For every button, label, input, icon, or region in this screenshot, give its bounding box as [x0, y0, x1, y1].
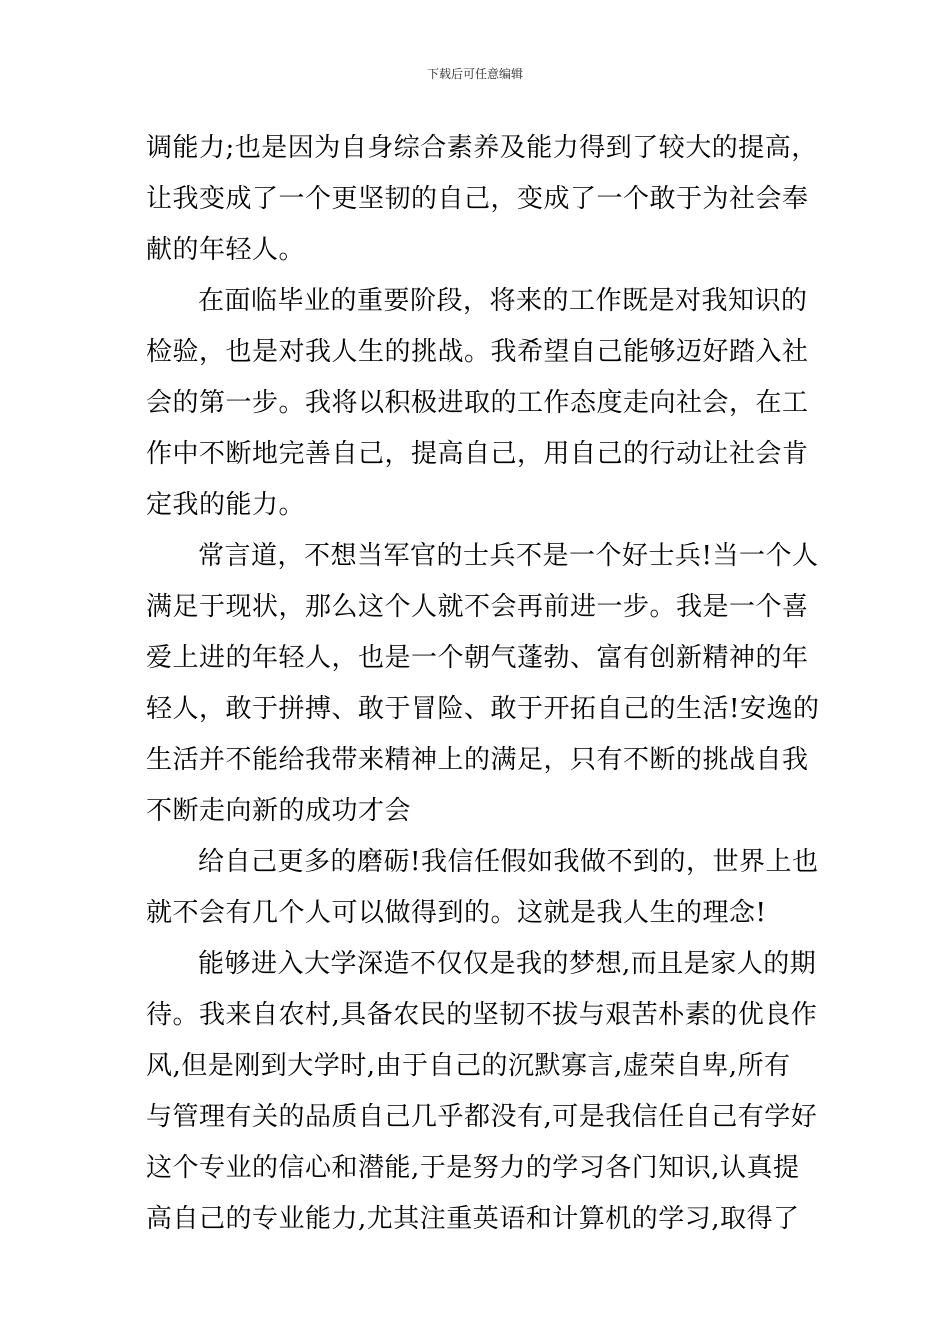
- paragraph-first-line: 给自己更多的磨砺!我信任假如我做不到的，世界上也: [198, 847, 819, 877]
- paragraph-first-line: 常言道，不想当军官的士兵不是一个好士兵!当一个人: [198, 541, 819, 571]
- body-text: [146, 123, 820, 1245]
- text-line: 待。我来自农村,具备农民的坚韧不拔与艰苦朴素的优良作: [146, 1000, 818, 1030]
- text-line: 满足于现状，那么这个人就不会再前进一步。我是一个喜: [146, 592, 809, 622]
- text-line: 与管理有关的品质自己几乎都没有,可是我信任自己有学好: [146, 1102, 818, 1132]
- text-line: 调能力;也是因为自身综合素养及能力得到了较大的提高，: [146, 133, 818, 163]
- text-line: 献的年轻人。: [146, 235, 306, 265]
- text-line: 就不会有几个人可以做得到的。这就是我人生的理念!: [146, 898, 767, 928]
- text-line: 检验，也是对我人生的挑战。我希望自己能够迈好踏入社: [146, 337, 809, 367]
- text-line: 风,但是刚到大学时,由于自己的沉默寡言,虚荣自卑,所有: [146, 1051, 791, 1081]
- text-line: 作中不断地完善自己，提高自己，用自己的行动让社会肯: [146, 439, 809, 469]
- text-line: 爱上进的年轻人，也是一个朝气蓬勃、富有创新精神的年: [146, 643, 809, 673]
- text-line: 让我变成了一个更坚韧的自己，变成了一个敢于为社会奉: [146, 184, 809, 214]
- paragraph-first-line: 能够进入大学深造不仅仅是我的梦想,而且是家人的期: [198, 949, 817, 979]
- text-line: 高自己的专业能力,尤其注重英语和计算机的学习,取得了: [146, 1204, 800, 1234]
- text-line: 轻人，敢于拼搏、敢于冒险、敢于开拓自己的生活!安逸的: [146, 694, 820, 724]
- text-line: 定我的能力。: [146, 490, 306, 520]
- paragraph-first-line: 在面临毕业的重要阶段，将来的工作既是对我知识的: [198, 286, 808, 316]
- text-line: 这个专业的信心和潜能,于是努力的学习各门知识,认真提: [146, 1153, 800, 1183]
- text-line: 生活并不能给我带来精神上的满足，只有不断的挑战自我: [146, 745, 809, 775]
- text-line: 会的第一步。我将以积极进取的工作态度走向社会，在工: [146, 388, 809, 418]
- page-header: 下载后可任意编辑: [426, 67, 523, 81]
- text-line: 不断走向新的成功才会: [146, 796, 412, 826]
